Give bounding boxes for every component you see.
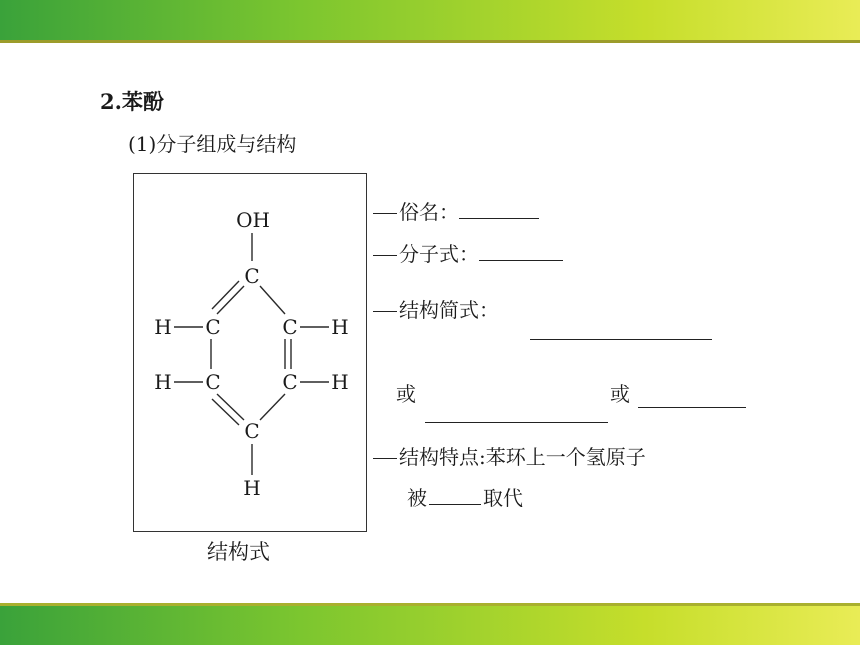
carbon-upper-left-label: C bbox=[205, 315, 221, 339]
carbon-lower-right-label: C bbox=[282, 370, 298, 394]
hydrogen-upper-right-label: H bbox=[331, 315, 349, 339]
connector-dash bbox=[373, 255, 397, 256]
simplified-formula-alt-blank-2[interactable] bbox=[638, 389, 746, 408]
common-name-row bbox=[373, 196, 539, 225]
molecular-formula-row bbox=[373, 238, 563, 267]
replaced-by-label: 被 bbox=[407, 486, 427, 510]
carbon-upper-right-label: C bbox=[282, 315, 298, 339]
simplified-formula-alt-blank-1[interactable] bbox=[425, 404, 608, 423]
simplified-formula-label: 结构简式： bbox=[399, 298, 499, 322]
carbon-top-label: C bbox=[244, 264, 260, 288]
or-label-1: 或 bbox=[396, 382, 416, 406]
hydrogen-lower-right-label: H bbox=[331, 370, 349, 394]
substitute-label: 取代 bbox=[483, 486, 523, 510]
simplified-formula-blank[interactable] bbox=[530, 321, 712, 340]
hydrogen-bottom-label: H bbox=[243, 476, 261, 500]
common-name-label: 俗名： bbox=[399, 200, 459, 224]
section-subheading: (1)分子组成与结构 bbox=[128, 132, 297, 156]
connector-dash bbox=[373, 213, 397, 214]
structure-feature-label: 结构特点:苯环上一个氢原子 bbox=[399, 445, 646, 469]
oh-group-label: OH bbox=[236, 208, 270, 232]
molecular-formula-blank[interactable] bbox=[479, 242, 563, 261]
section-heading: 2.苯酚 bbox=[100, 89, 164, 114]
carbon-lower-left-label: C bbox=[205, 370, 221, 394]
hydrogen-upper-left-label: H bbox=[154, 315, 172, 339]
molecular-formula-label: 分子式： bbox=[399, 242, 479, 266]
common-name-blank[interactable] bbox=[459, 200, 539, 219]
bottom-decorative-band bbox=[0, 606, 860, 645]
connector-dash bbox=[373, 458, 397, 459]
substitution-row bbox=[407, 482, 523, 511]
substituent-blank[interactable] bbox=[429, 486, 481, 505]
structural-formula bbox=[133, 173, 367, 532]
structure-feature-row bbox=[373, 441, 646, 470]
connector-dash bbox=[373, 311, 397, 312]
carbon-bottom-label: C bbox=[244, 419, 260, 443]
hydrogen-lower-left-label: H bbox=[154, 370, 172, 394]
structural-formula-caption: 结构式 bbox=[207, 540, 270, 564]
top-decorative-band bbox=[0, 0, 860, 40]
or-label-2: 或 bbox=[610, 382, 630, 406]
simplified-formula-row bbox=[373, 294, 499, 323]
